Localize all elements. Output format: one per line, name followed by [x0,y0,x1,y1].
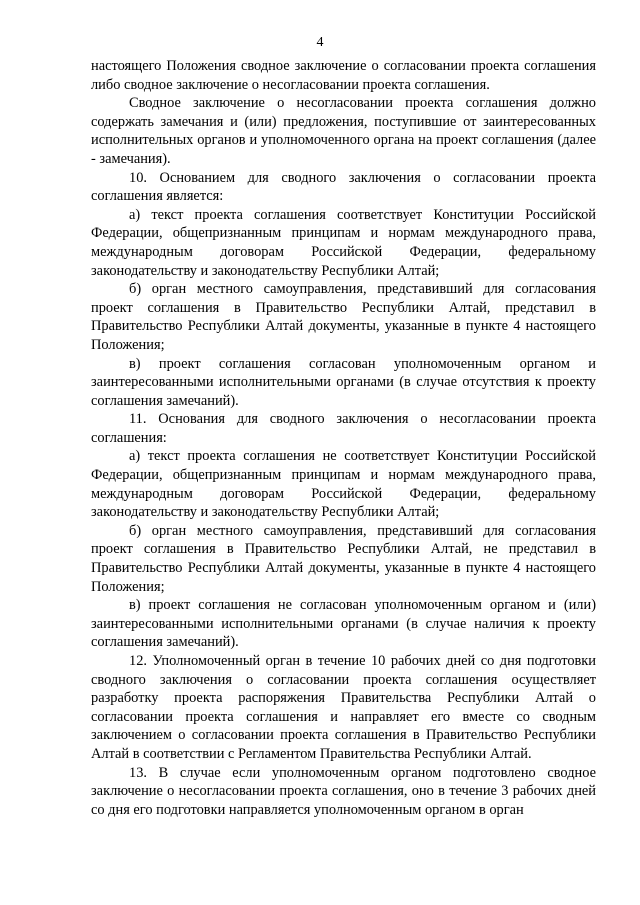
paragraph-clause-11-a: а) текст проекта соглашения не соответствует Конституции Российской Федерации, общепризнанным принципам и нормам международного права, международным договорам Российской Федерации, федеральному законодательству и законодательству Республики Алтай; [91,448,596,521]
paragraph-continuation: настоящего Положения сводное заключение о согласовании проекта соглашения либо сводное заключение о несогласовании проекта соглашения. [91,58,596,93]
paragraph-clause-11-b: б) орган местного самоуправления, представивший для согласования проект соглашения в Правительство Республики Алтай, не представил в Правительство Республики Алтай документы, указанные в пункте 4 настоящего Положения; [91,522,596,595]
paragraph-summary-contents: Сводное заключение о несогласовании проекта соглашения должно содержать замечания и (или) предложения, поступившие от заинтересованных исполнительных органов и уполномоченного органа на проект соглашения (далее - замечания). [91,95,596,167]
paragraph-clause-12: 12. Уполномоченный орган в течение 10 рабочих дней со дня подготовки сводного заключения о согласовании проекта соглашения осуществляет разработку проекта распоряжения Правительства Республики Алтай о согласовании проекта соглашения и направляет его вместе со сводным заключением о согласовании проекта соглашения в Правительство Республики Алтай в соответствии с Регламентом Правительства Республики Алтай. [91,653,596,762]
paragraph-clause-11-v: в) проект соглашения не согласован уполномоченным органом и (или) заинтересованными исполнительными органами (в случае наличия к проекту соглашения замечаний). [91,597,596,651]
paragraph-clause-10-a: а) текст проекта соглашения соответствует Конституции Российской Федерации, общепризнанным принципам и нормам международного права, международным договорам Российской Федерации, федеральному законодательству и законодательству Республики Алтай; [91,206,596,279]
paragraph-clause-10-b: б) орган местного самоуправления, представивший для согласования проект соглашения в Правительство Республики Алтай, представил в Правительство Республики Алтай документы, указанные в пункте 4 настоящего Положения; [91,281,596,353]
paragraph-clause-10: 10. Основанием для сводного заключения о согласовании проекта соглашения является: [91,169,596,205]
page-number: 4 [316,35,324,50]
document-body [91,57,596,819]
paragraph-clause-13: 13. В случае если уполномоченным органом подготовлено сводное заключение о несогласовании проекта соглашения, оно в течение 3 рабочих дней со дня его подготовки направляется уполномоченным органом в орган [91,764,596,818]
paragraph-clause-11: 11. Основания для сводного заключения о несогласовании проекта соглашения: [91,411,596,446]
paragraph-clause-10-v: в) проект соглашения согласован уполномоченным органом и заинтересованными исполнительными органами (в случае отсутствия к проекту соглашения замечаний). [91,355,596,409]
